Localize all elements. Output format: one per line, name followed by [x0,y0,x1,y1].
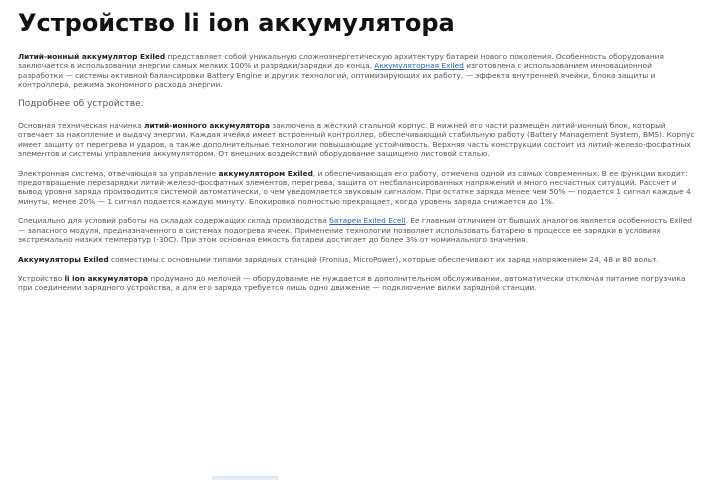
construction-text-2: заключена в жёсткий стальной корпус. В нижней его части размещён литий-ионный блок, который отвечает за накопление и выдачу энергии. Каждая ячейка имеет встроенный контроллер, обеспечивающий стабильную работу (Battery Management System, BMS). Корпус имеет защиту от перегрева и ударов, а также дополнительные технологии повышающие устойчивость. Верхняя часть конструкции состоит из литий-железо-фосфатных элементов и системы управления аккумулятором. От внешних воздействий оборудование защищено листовой сталью. [18,121,695,159]
intro-text-2: изготовлена с использованием инновационной разработки — системы активной балансировки Battery Engine и других технологий, оптимизирующих их работу, — эффекта внутренней ячейки, блока защиты и контроллера, режима экономного расхода энергии. [18,61,656,90]
maintenance-bold-term: li ion аккумулятора [64,273,149,283]
cold-storage-text-2: . Ее главным отличием от бывших аналогов является особенность Exiled — запасного модуля, предназначенного в системах подогрева ячеек. Применение технологии позволяет использовать батарею в процессе ее зарядки в условиях экстремально низких температур (-30С). При этом основная емкость батареи достигает до более 3% от номинального значения. [18,216,692,245]
construction-bold-term: литий-ионного аккумулятора [144,121,270,131]
electronics-bold-term: аккумулятором Exiled [218,168,313,178]
maintenance-paragraph [18,274,698,293]
maintenance-text-1: Устройство [18,273,65,283]
bottom-button-stub[interactable] [212,476,278,480]
construction-text-1: Основная техническая начинка [18,121,145,131]
compatibility-bold-term: Аккумуляторы Exiled [18,254,109,264]
ecell-link[interactable]: батареи Exiled Ecell [329,216,406,226]
intro-bold-term: Литий-ионный аккумулятор Exiled [18,52,166,61]
compatibility-paragraph [18,255,698,264]
details-heading: Подробнее об устройстве: [18,98,144,109]
intro-paragraph [18,52,698,90]
maintenance-text-2: продумано до мелочей — оборудование не нуждается в дополнительном обслуживании, автоматически отключая питание погрузчика при соединении зарядного устройства, а для его заряда требуется лишь одно движение — подключение вилки зарядной станции. [18,273,686,293]
construction-paragraph [18,121,698,159]
electronics-text-2: , и обеспечивающая его работу, отмечена одной из самых современных. В ее функции входит: предотвращение перезарядки литий-железо-фосфатных элементов, перегрева, защита от несбалансированных напряжений и много несчастных ситуаций. Рассчет и вывод уровня заряда производится системой автоматически, о чем уведомляется звуковым сигналом. При остатке заряда менее чем 50% — подается 1 сигнал каждые 4 минуты, менее 20% — 1 сигнал подается каждую минуту. Блокировка полностью прекращает, когда уровень заряда снижается до 1%. [18,168,691,206]
electronics-text-1: Электронная система, отвечающая за управление [18,168,219,178]
cold-storage-paragraph [18,216,698,244]
cold-storage-text-1: Специально для условий работы на складах содержащих склад производства [18,216,330,226]
electronics-paragraph [18,169,698,207]
battery-link[interactable]: Аккумуляторная Exiled [374,61,464,71]
compatibility-text: совместимы с основными типами зарядных станций (Fronius, MicroPower), которые обеспечивают их заряд напряжением 24, 48 и 80 вольт. [108,254,659,264]
page-title: Устройство li ion аккумулятора [18,9,455,37]
intro-text-1: представляет собой уникальную сложноэнергетическую архитектуру батареи нового поколения. Особенность оборудования заключается в использовании энергии самых мелких 100% и разрядки/зарядки до конца. [18,52,664,71]
